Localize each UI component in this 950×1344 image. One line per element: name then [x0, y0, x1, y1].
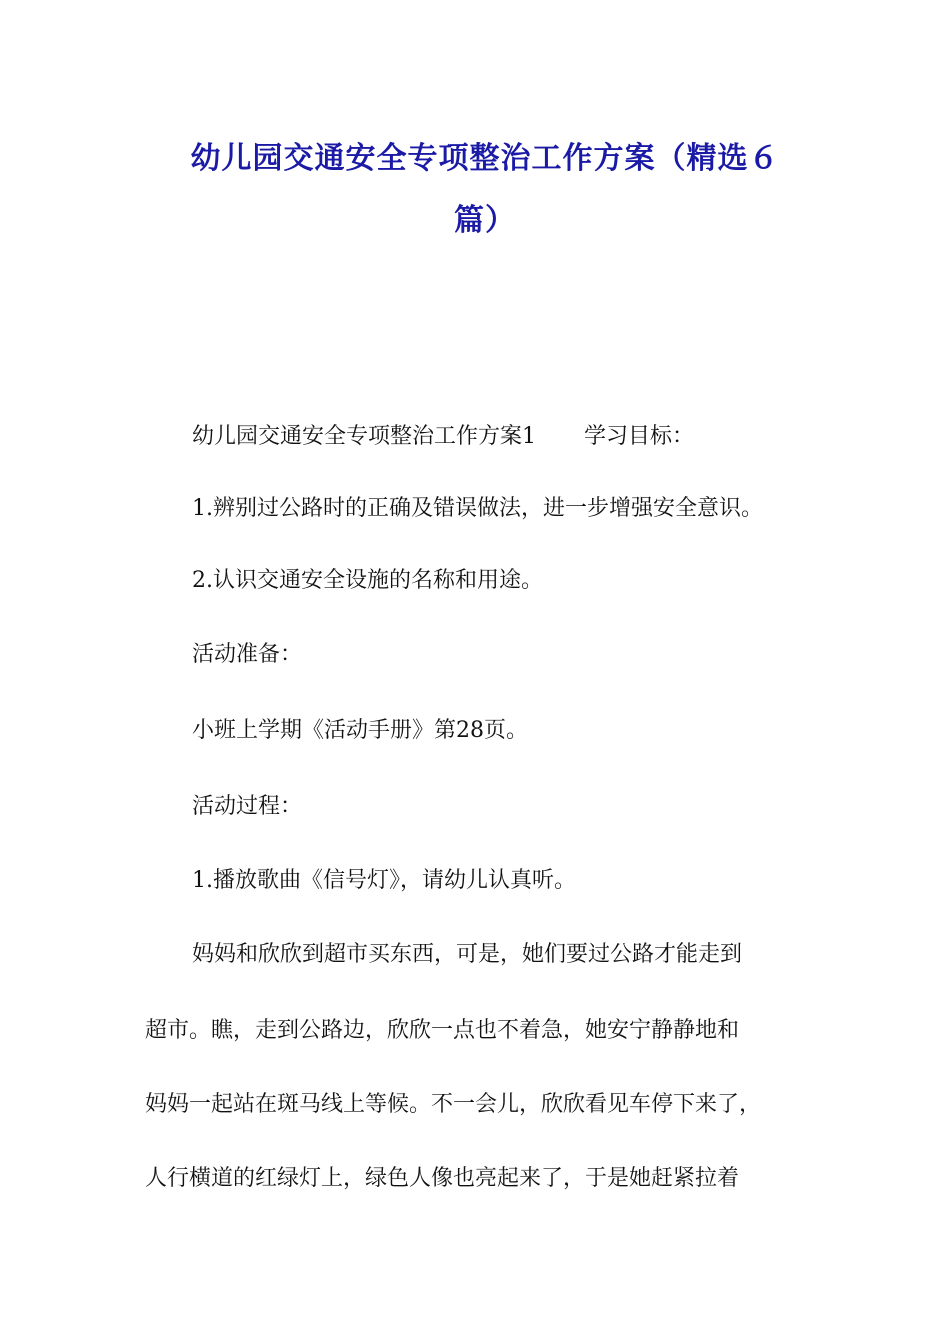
- title-line-1: 幼儿园交通安全专项整治工作方案（精选６: [190, 141, 780, 176]
- paragraph: 妈妈和欣欣到超市买东西，可是，她们要过公路才能走到: [192, 942, 743, 967]
- paragraph: 2.认识交通安全设施的名称和用途。: [192, 568, 543, 593]
- paragraph: 1.辨别过公路时的正确及错误做法，进一步增强安全意识。: [192, 496, 763, 521]
- paragraph: 活动过程：: [192, 794, 303, 819]
- paragraph: 活动准备：: [192, 642, 303, 667]
- paragraph: 超市。瞧，走到公路边，欣欣一点也不着急，她安宁静静地和: [145, 1018, 740, 1043]
- paragraph: 妈妈一起站在斑马线上等候。不一会儿，欣欣看见车停下来了，: [145, 1092, 762, 1117]
- paragraph: 小班上学期《活动手册》第28页。: [192, 718, 528, 743]
- paragraph: 人行横道的红绿灯上，绿色人像也亮起来了，于是她赶紧拉着: [145, 1166, 740, 1191]
- document-title: [145, 128, 825, 252]
- title-line-2: 篇）: [454, 203, 516, 238]
- paragraph: 1.播放歌曲《信号灯》，请幼儿认真听。: [192, 868, 576, 893]
- section-heading-row: [192, 422, 694, 452]
- learning-goal-label: 学习目标：: [584, 424, 695, 449]
- section-heading: 幼儿园交通安全专项整治工作方案1: [192, 424, 536, 449]
